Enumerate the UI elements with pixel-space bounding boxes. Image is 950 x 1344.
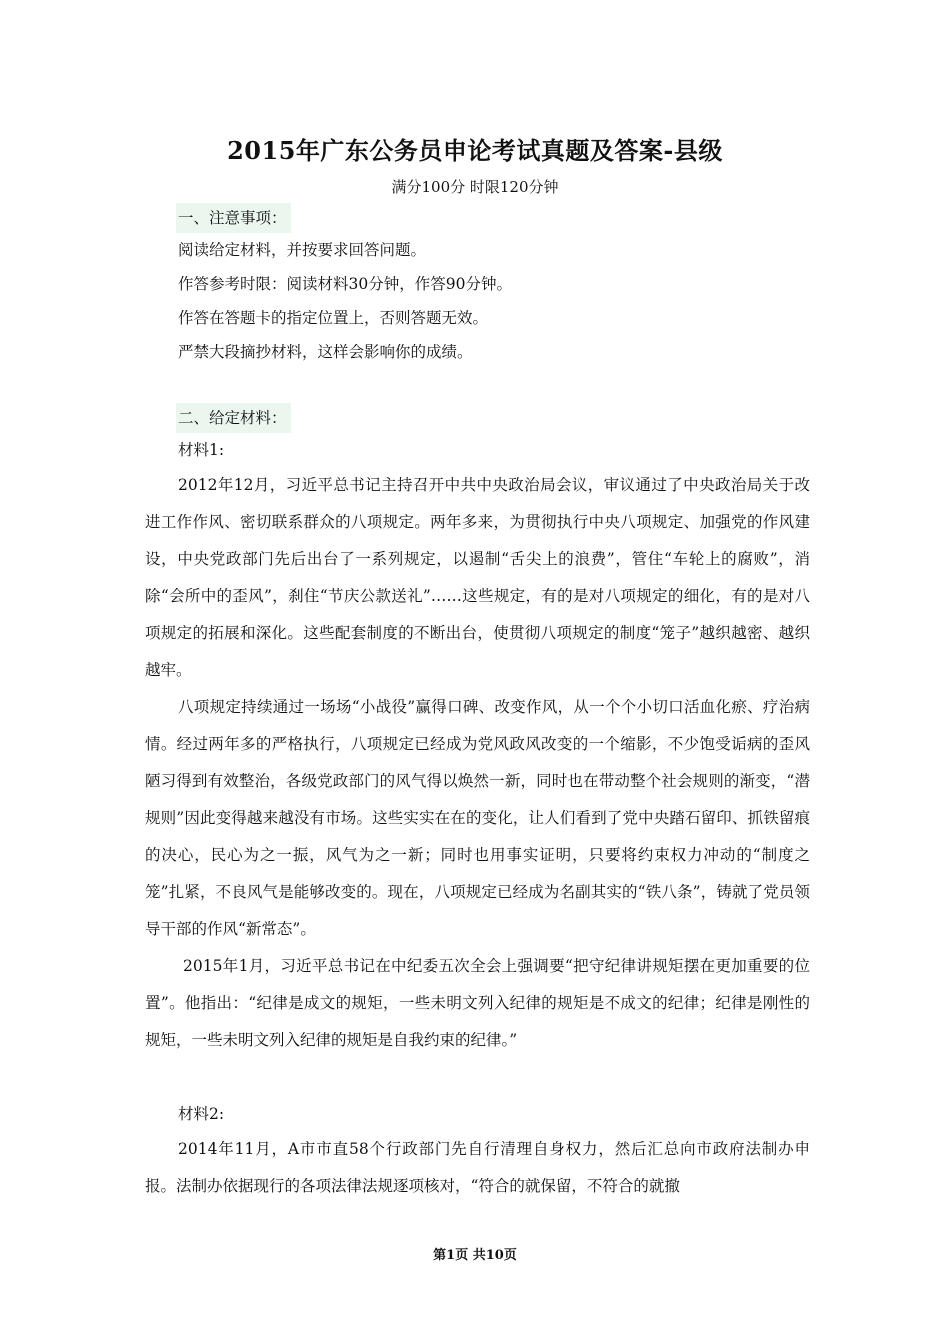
notices-heading: 一、注意事项： xyxy=(176,203,291,233)
material-1-paragraph: 2015年1月，习近平总书记在中纪委五次全会上强调要“把守纪律讲规矩摆在更加重要的位置”。他指出：“纪律是成文的规矩，一些未明文列入纪律的规矩是不成文的纪律；纪律是刚性的规矩，一些未明文列入纪律的规矩是自我约束的纪律。” xyxy=(145,957,810,1049)
material-1-paragraph: 八项规定持续通过一场场“小战役”赢得口碑、改变作风，从一个个小切口活血化瘀、疗治病情。经过两年多的严格执行，八项规定已经成为党风政风改变的一个缩影，不少饱受诟病的歪风陋习得到有效整治，各级党政部门的风气得以焕然一新，同时也在带动整个社会规则的渐变，“潜规则”因此变得越来越没有市场。这些实实在在的变化，让人们看到了党中央踏石留印、抓铁留痕的决心，民心为之一振，风气为之一新；同时也用事实证明，只要将约束权力冲动的“制度之笼”扎紧，不良风气是能够改变的。现在，八项规定已经成为名副其实的“铁八条”，铸就了党员领导干部的作风“新常态”。 xyxy=(145,698,810,938)
material-1-label: 材料1: xyxy=(178,441,225,459)
spacer xyxy=(145,1059,810,1097)
material-1-paragraph: 2012年12月，习近平总书记主持召开中共中央政治局会议，审议通过了中央政治局关于改进工作作风、密切联系群众的八项规定。两年多来，为贯彻执行中央八项规定、加强党的作风建设，中央党政部门先后出台了一系列规定，以遏制“舌尖上的浪费”，管住“车轮上的腐败”，消除“会所中的歪风”，刹住“节庆公款送礼”……这些规定，有的是对八项规定的细化，有的是对八项规定的拓展和深化。这些配套制度的不断出台，使贯彻八项规定的制度“笼子”越织越密、越织越牢。 xyxy=(145,476,810,679)
material-2-paragraph: 2014年11月，A市市直58个行政部门先自行清理自身权力，然后汇总向市政府法制办申报。法制办依据现行的各项法律法规逐项核对，“符合的就保留，不符合的就撤 xyxy=(145,1140,810,1195)
document-body xyxy=(145,203,810,1205)
notice-item: 严禁大段摘抄材料，这样会影响你的成绩。 xyxy=(178,343,473,361)
notice-item: 阅读给定材料，并按要求回答问题。 xyxy=(178,241,427,259)
spacer xyxy=(145,369,810,403)
document-title: 2015年广东公务员申论考试真题及答案-县级 xyxy=(227,136,723,165)
document-subtitle: 满分100分 时限120分钟 xyxy=(391,178,559,196)
materials-heading: 二、给定材料： xyxy=(176,403,291,433)
material-2-label: 材料2: xyxy=(178,1105,225,1123)
page-indicator: 第1页 共10页 xyxy=(433,1248,517,1263)
notice-item: 作答在答题卡的指定位置上，否则答题无效。 xyxy=(178,309,489,327)
notice-item: 作答参考时限：阅读材料30分钟，作答90分钟。 xyxy=(178,275,512,293)
